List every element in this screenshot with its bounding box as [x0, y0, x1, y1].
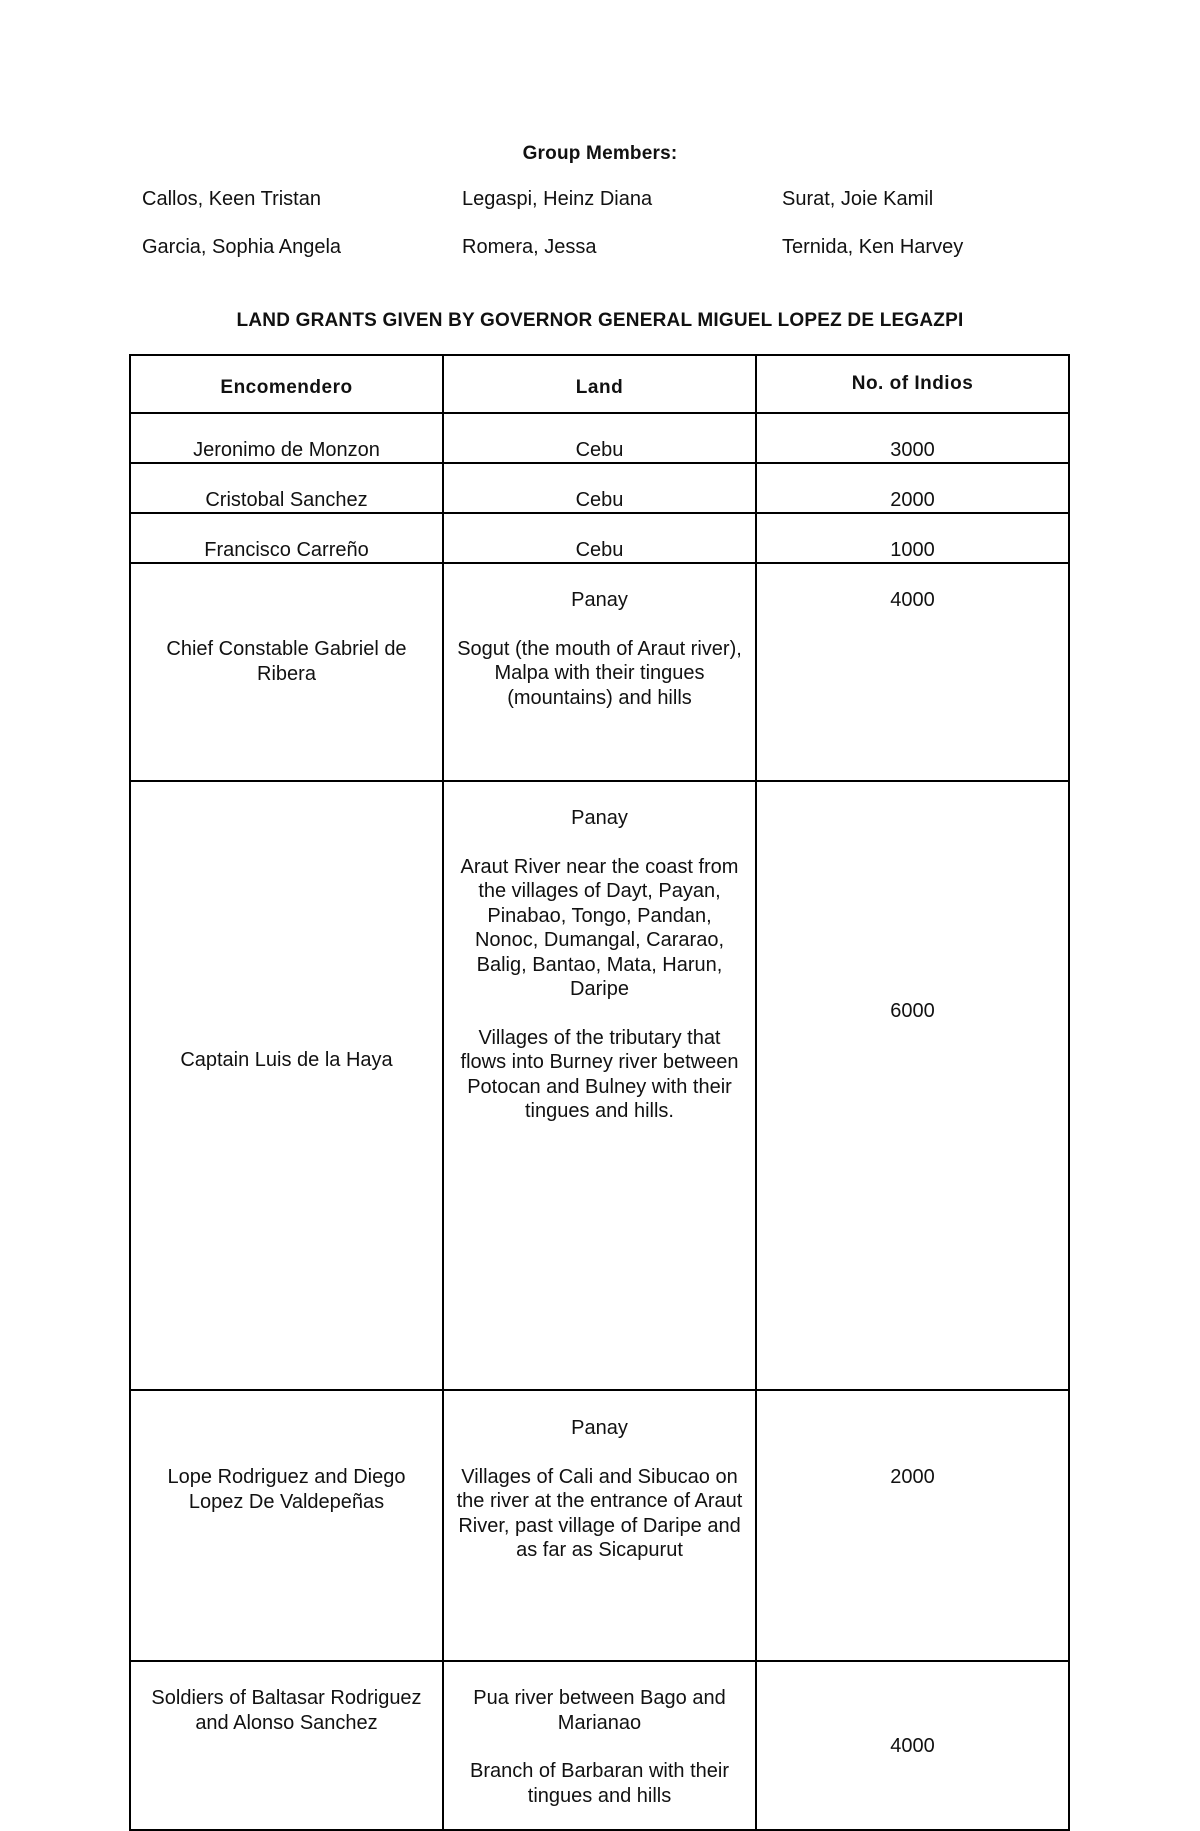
- table-row: [130, 513, 1069, 563]
- encomendero-cell: [130, 1661, 443, 1830]
- encomendero-cell: [130, 781, 443, 1390]
- land-paragraph: Branch of Barbaran with their tingues and hills: [469, 1760, 730, 1807]
- indios-cell: 1000: [756, 513, 1069, 563]
- land-cell: [443, 1661, 756, 1830]
- paragraph-gap: [456, 1441, 743, 1465]
- indios-text: 4000: [890, 589, 935, 611]
- paragraph-gap: [456, 613, 743, 637]
- members-row: [142, 188, 1102, 236]
- paragraph-gap: [456, 1735, 743, 1759]
- indios-cell: [756, 1661, 1069, 1830]
- table-row: [130, 1390, 1069, 1661]
- table-row: [130, 463, 1069, 513]
- member-name: Legaspi, Heinz Diana: [462, 188, 653, 210]
- encomendero-text: Chief Constable Gabriel de Ribera: [166, 638, 407, 685]
- encomendero-text: Soldiers of Baltasar Rodriguez and Alonso Sanchez: [151, 1687, 422, 1734]
- land-paragraph: Sogut (the mouth of Araut river), Malpa with their tingues (mountains) and hills: [457, 637, 742, 709]
- member-name: Surat, Joie Kamil: [782, 188, 934, 210]
- land-cell: [443, 1390, 756, 1661]
- member-name: Ternida, Ken Harvey: [782, 236, 964, 258]
- indios-cell: 2000: [756, 463, 1069, 513]
- land-cell: Cebu: [443, 513, 756, 563]
- indios-text: 6000: [890, 1000, 935, 1022]
- land-cell: [443, 781, 756, 1390]
- encomendero-text: Lope Rodriguez and Diego Lopez De Valdepeñas: [167, 1466, 406, 1513]
- land-paragraph: Villages of the tributary that flows into Burney river between Potocan and Bulney with their tingues and hills.: [460, 1026, 739, 1122]
- table-row: [130, 1661, 1069, 1830]
- land-cell: Cebu: [443, 463, 756, 513]
- indios-cell: [756, 563, 1069, 781]
- paragraph-gap: [456, 831, 743, 855]
- member-name: Callos, Keen Tristan: [142, 188, 321, 210]
- header-land: Land: [443, 355, 756, 413]
- table-header-row: [130, 355, 1069, 413]
- encomendero-text: Captain Luis de la Haya: [180, 1049, 393, 1071]
- indios-cell: 3000: [756, 413, 1069, 463]
- member-name: Romera, Jessa: [462, 236, 597, 258]
- land-paragraph: Araut River near the coast from the villages of Dayt, Payan, Pinabao, Tongo, Pandan, Nonoc, Dumangal, Cararao, Balig, Bantao, Mata, Harun, Daripe: [460, 855, 739, 1000]
- land-cell: [443, 563, 756, 781]
- encomendero-cell: Jeronimo de Monzon: [130, 413, 443, 463]
- land-paragraph: Pua river between Bago and Marianao: [473, 1687, 726, 1734]
- header-encomendero: Encomendero: [130, 355, 443, 413]
- header-indios: No. of Indios: [756, 355, 1069, 413]
- members-row: [142, 236, 1102, 284]
- table-title: LAND GRANTS GIVEN BY GOVERNOR GENERAL MIGUEL LOPEZ DE LEGAZPI: [236, 310, 964, 331]
- table-row: [130, 781, 1069, 1390]
- table-row: [130, 413, 1069, 463]
- encomendero-cell: [130, 563, 443, 781]
- land-paragraph: Panay: [571, 589, 628, 611]
- group-members-list: [142, 188, 1102, 284]
- indios-text: 2000: [890, 1466, 935, 1488]
- member-name: Garcia, Sophia Angela: [142, 236, 342, 258]
- land-paragraph: Panay: [571, 1417, 628, 1439]
- indios-cell: [756, 1390, 1069, 1661]
- land-grants-table: [129, 354, 1070, 1831]
- land-paragraph: Panay: [571, 807, 628, 829]
- paragraph-gap: [456, 1002, 743, 1026]
- encomendero-cell: [130, 1390, 443, 1661]
- indios-text: 4000: [890, 1735, 935, 1757]
- land-paragraph: Villages of Cali and Sibucao on the river at the entrance of Araut River, past village of Daripe and as far as Sicapurut: [456, 1465, 743, 1561]
- land-cell: Cebu: [443, 413, 756, 463]
- encomendero-cell: Cristobal Sanchez: [130, 463, 443, 513]
- indios-cell: [756, 781, 1069, 1390]
- table-row: [130, 563, 1069, 781]
- encomendero-cell: Francisco Carreño: [130, 513, 443, 563]
- group-members-title: Group Members:: [522, 143, 678, 164]
